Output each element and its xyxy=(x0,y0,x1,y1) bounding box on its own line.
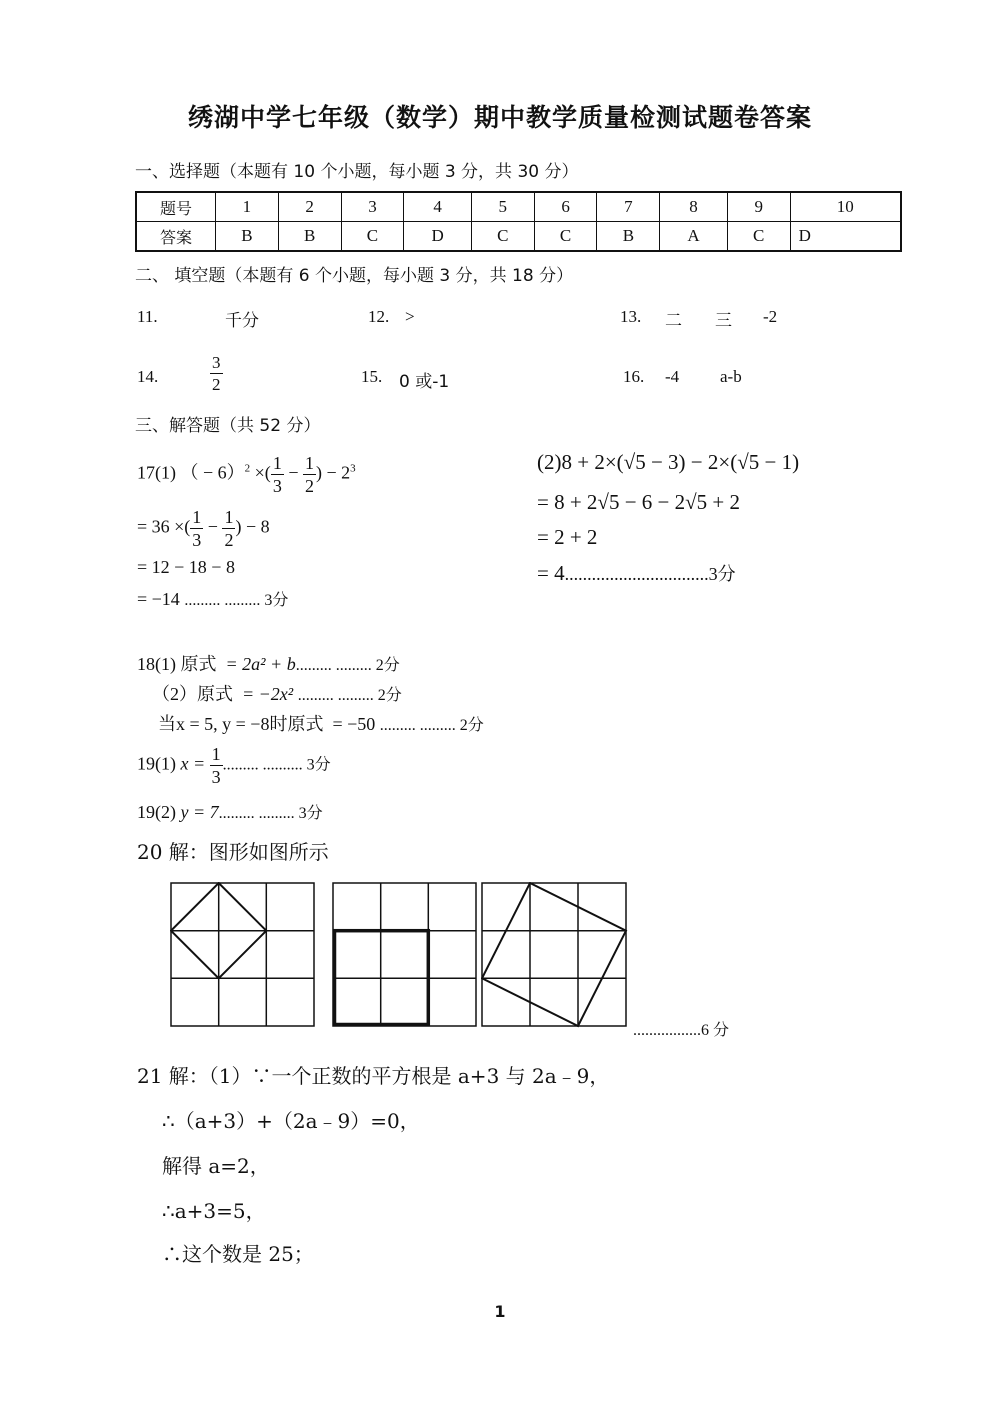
q17-1-times: ×( xyxy=(254,462,271,483)
q17-1-step2-tail: ) − 8 xyxy=(235,516,270,537)
fraction-denominator: 3 xyxy=(272,476,282,496)
score-note: ......... ......... 2分 xyxy=(379,717,484,734)
q18-2-expr: = −2x² xyxy=(242,684,294,704)
q11-answer: 千分 xyxy=(225,311,259,331)
q17-1-label: 17(1) xyxy=(137,462,176,483)
q16-number: 16. xyxy=(623,367,645,386)
q19-2-expr: y = 7 xyxy=(180,802,219,822)
answer-cell: A xyxy=(660,222,728,252)
q17-1-line2 xyxy=(137,508,270,549)
q17-2-line1: (2)8 + 2×(√5 − 3) − 2×(√5 − 1) xyxy=(537,450,800,474)
score-note: ......... ......... 3分 xyxy=(218,805,323,822)
q18-3-label: 当x = 5, y = −8时原式 xyxy=(158,714,324,734)
question-number: 1 xyxy=(216,192,279,222)
q14-numerator: 3 xyxy=(212,353,221,372)
score-note: ......... .......... 3分 xyxy=(222,756,331,774)
row-label-answer: 答案 xyxy=(136,222,216,252)
q16-answer-2: a-b xyxy=(720,367,742,386)
q18-1-expr: = 2a² + b xyxy=(225,654,296,674)
fraction-numerator: 1 xyxy=(304,453,314,473)
q18-3-expr: = −50 xyxy=(332,714,376,734)
q21-line5: ∴这个数是 25； xyxy=(162,1242,314,1266)
fraction-denominator: 2 xyxy=(304,476,314,496)
fraction-denominator: 3 xyxy=(211,767,221,787)
page-title: 绣湖中学七年级（数学）期中教学质量检测试题卷答案 xyxy=(187,103,812,132)
question-number: 9 xyxy=(727,192,790,222)
q13-answer-1: 二 xyxy=(665,311,682,331)
q19-2-label: 19(2) xyxy=(137,802,176,822)
answer-cell: B xyxy=(216,222,279,252)
answer-cell: C xyxy=(471,222,534,252)
answer-cell: C xyxy=(341,222,404,252)
question-number: 6 xyxy=(534,192,597,222)
q17-1-line4 xyxy=(137,587,288,610)
q12-number: 12. xyxy=(368,307,390,326)
q19-1-line xyxy=(137,745,331,786)
score-note: ......... ......... 3分 xyxy=(184,592,289,609)
q17-2-line4 xyxy=(537,560,736,586)
q18-line1 xyxy=(137,650,400,676)
answer-cell: B xyxy=(597,222,660,252)
score-note: ......... ......... 2分 xyxy=(295,657,400,674)
q17-2-line3: = 2 + 2 xyxy=(537,525,598,549)
q17-1-tail: ) − 2 xyxy=(315,462,351,483)
q21-line1: 21 解：（1）∵一个正数的平方根是 a+3 与 2a﹣9， xyxy=(137,1064,610,1088)
score-note: ................................3分 xyxy=(564,564,736,584)
q21-line2: ∴（a+3）+（2a﹣9）=0， xyxy=(162,1109,420,1133)
answer-cell: C xyxy=(534,222,597,252)
fraction-numerator: 1 xyxy=(272,453,282,473)
q17-2-result: = 4 xyxy=(537,561,565,585)
q17-1-result: = −14 xyxy=(137,589,180,609)
fraction-numerator: 1 xyxy=(211,744,221,764)
minus-sign: − xyxy=(288,462,299,483)
fraction-denominator: 2 xyxy=(224,530,234,550)
q17-2-line2: = 8 + 2√5 − 6 − 2√5 + 2 xyxy=(537,490,741,514)
q13-answer-2: 三 xyxy=(715,311,732,331)
q20-score: .................6 分 xyxy=(633,1022,730,1039)
question-number: 7 xyxy=(597,192,660,222)
question-number: 3 xyxy=(341,192,404,222)
q18-line3 xyxy=(158,710,484,736)
q15-answer: 0 或-1 xyxy=(399,372,450,392)
q21-line3: 解得 a=2， xyxy=(162,1154,270,1178)
answer-table xyxy=(135,191,902,252)
q17-1-term: （ − 6） xyxy=(180,462,245,483)
answer-cell: D xyxy=(404,222,472,252)
q20-text: 20 解：图形如图所示 xyxy=(137,840,329,864)
q18-1-label: 18(1) 原式 xyxy=(137,654,217,674)
fraction-numerator: 1 xyxy=(224,507,234,527)
q13-number: 13. xyxy=(620,307,642,326)
fraction-numerator: 1 xyxy=(192,507,202,527)
q15-number: 15. xyxy=(361,367,383,386)
minus-sign: − xyxy=(207,516,218,537)
q19-2-line xyxy=(137,800,323,823)
question-number: 4 xyxy=(404,192,472,222)
section3-heading: 三、解答题（共 52 分） xyxy=(135,416,321,436)
page-number: 1 xyxy=(494,1302,506,1321)
q18-line2 xyxy=(152,680,402,706)
grid-figure-1 xyxy=(170,882,316,1028)
fraction-denominator: 3 xyxy=(192,530,202,550)
q19-1-lhs: x = xyxy=(180,753,206,774)
answer-cell: D xyxy=(790,222,901,252)
question-number: 5 xyxy=(471,192,534,222)
section1-heading: 一、选择题（本题有 10 个小题，每小题 3 分，共 30 分） xyxy=(135,162,579,182)
q13-answer-3: -2 xyxy=(763,307,778,326)
q11-number: 11. xyxy=(137,307,158,326)
answer-cell: C xyxy=(727,222,790,252)
q17-1-line3: = 12 − 18 − 8 xyxy=(137,557,235,577)
question-number: 10 xyxy=(790,192,901,222)
q21-line4: ∴a+3=5， xyxy=(162,1199,266,1223)
section2-heading: 二、 填空题（本题有 6 个小题，每小题 3 分，共 18 分） xyxy=(135,266,574,286)
q19-1-label: 19(1) xyxy=(137,753,176,774)
q14-number: 14. xyxy=(137,367,159,386)
q17-1-step2-head: = 36 ×( xyxy=(137,516,191,537)
q17-1-line1 xyxy=(137,454,356,495)
row-label-question: 题号 xyxy=(136,192,216,222)
question-number: 2 xyxy=(278,192,341,222)
q14-fraction xyxy=(210,354,223,393)
grid-figure-3 xyxy=(481,882,628,1028)
q17-1-exponent2: 3 xyxy=(350,462,356,475)
question-number: 8 xyxy=(660,192,728,222)
answer-cell: B xyxy=(278,222,341,252)
q14-denominator: 2 xyxy=(212,375,221,394)
q18-2-label: （2）原式 xyxy=(152,684,233,704)
table-row-answers xyxy=(136,222,901,252)
q17-1-exponent: 2 xyxy=(244,462,251,475)
score-note: ......... ......... 2分 xyxy=(297,687,402,704)
grid-figure-2 xyxy=(332,882,478,1028)
table-row-numbers xyxy=(136,192,901,222)
q12-answer: > xyxy=(405,307,415,326)
q16-answer-1: -4 xyxy=(665,367,680,386)
